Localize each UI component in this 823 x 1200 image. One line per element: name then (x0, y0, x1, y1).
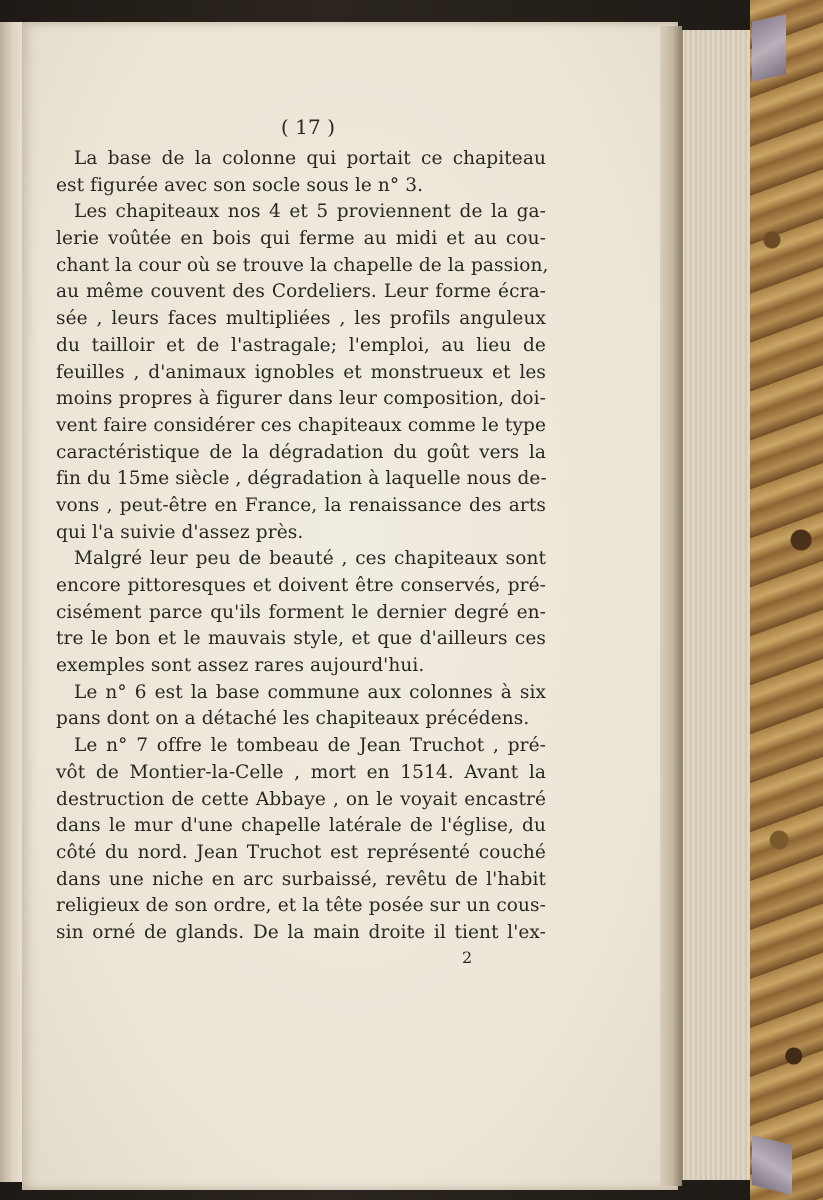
text-line: dans une niche en arc surbaissé, revêtu de l'habit (56, 868, 546, 890)
text-line: caractéristique de la dégradation du goût vers la (56, 441, 546, 463)
page-fore-edge-shadow (660, 26, 682, 1186)
text-line: feuilles , d'animaux ignobles et monstrueux et les (56, 361, 546, 383)
signature-mark: 2 (462, 948, 473, 967)
text-line: moins propres à figurer dans leur composition, doi- (56, 388, 546, 410)
text-line: Le n° 7 offre le tombeau de Jean Truchot , pré- (74, 735, 546, 757)
cover-corner-bottom (752, 1135, 792, 1195)
text-line: encore pittoresques et doivent être conservés, pré- (56, 575, 546, 596)
text-line: qui l'a suivie d'assez près. (56, 521, 304, 543)
text-line: destruction de cette Abbaye , on le voyait encastré (56, 788, 546, 810)
text-line: vons , peut-être en France, la renaissance des arts (56, 494, 546, 516)
text-line: côté du nord. Jean Truchot est représenté couché (56, 841, 546, 863)
text-line: La base de la colonne qui portait ce chapiteau (74, 148, 546, 169)
text-line: sin orné de glands. De la main droite il tient l'ex- (56, 921, 546, 943)
text-line: exemples sont assez rares aujourd'hui. (56, 655, 425, 677)
text-line: lerie voûtée en bois qui ferme au midi et au cou- (56, 228, 546, 250)
text-line: est figurée avec son socle sous le n° 3. (56, 174, 424, 196)
text-line: dans le mur d'une chapelle latérale de l'église, du (56, 815, 546, 837)
text-line: vent faire considérer ces chapiteaux comme le type (56, 414, 546, 436)
page-number: ( 17 ) (280, 115, 336, 139)
text-line: chant la cour où se trouve la chapelle de la passion, (56, 254, 549, 276)
text-line: au même couvent des Cordeliers. Leur forme écra- (56, 281, 546, 303)
text-line: du tailloir et de l'astragale; l'emploi, au lieu de (56, 334, 546, 356)
text-line: Malgré leur peu de beauté , ces chapiteaux sont (74, 548, 546, 570)
text-line: tre le bon et le mauvais style, et que d'ailleurs ces (56, 628, 546, 650)
text-line: sée , leurs faces multipliées , les profils anguleux (56, 308, 546, 330)
page-text (56, 108, 549, 947)
text-line: Le n° 6 est la base commune aux colonnes à six (74, 681, 546, 703)
text-line: religieux de son ordre, et la tête posée sur un cous- (56, 895, 546, 917)
page-stack-edges (682, 30, 751, 1180)
marbled-cover (750, 0, 823, 1200)
text-line: vôt de Montier-la-Celle , mort en 1514. Avant la (56, 761, 546, 783)
cover-corner-top (752, 14, 786, 81)
text-line: fin du 15me siècle , dégradation à laquelle nous de- (56, 468, 547, 490)
text-line: Les chapiteaux nos 4 et 5 proviennent de la ga- (74, 201, 546, 223)
body-text (56, 146, 549, 947)
text-line: cisément parce qu'ils forment le dernier degré en- (56, 601, 546, 623)
text-line: pans dont on a détaché les chapiteaux précédens. (56, 708, 530, 730)
